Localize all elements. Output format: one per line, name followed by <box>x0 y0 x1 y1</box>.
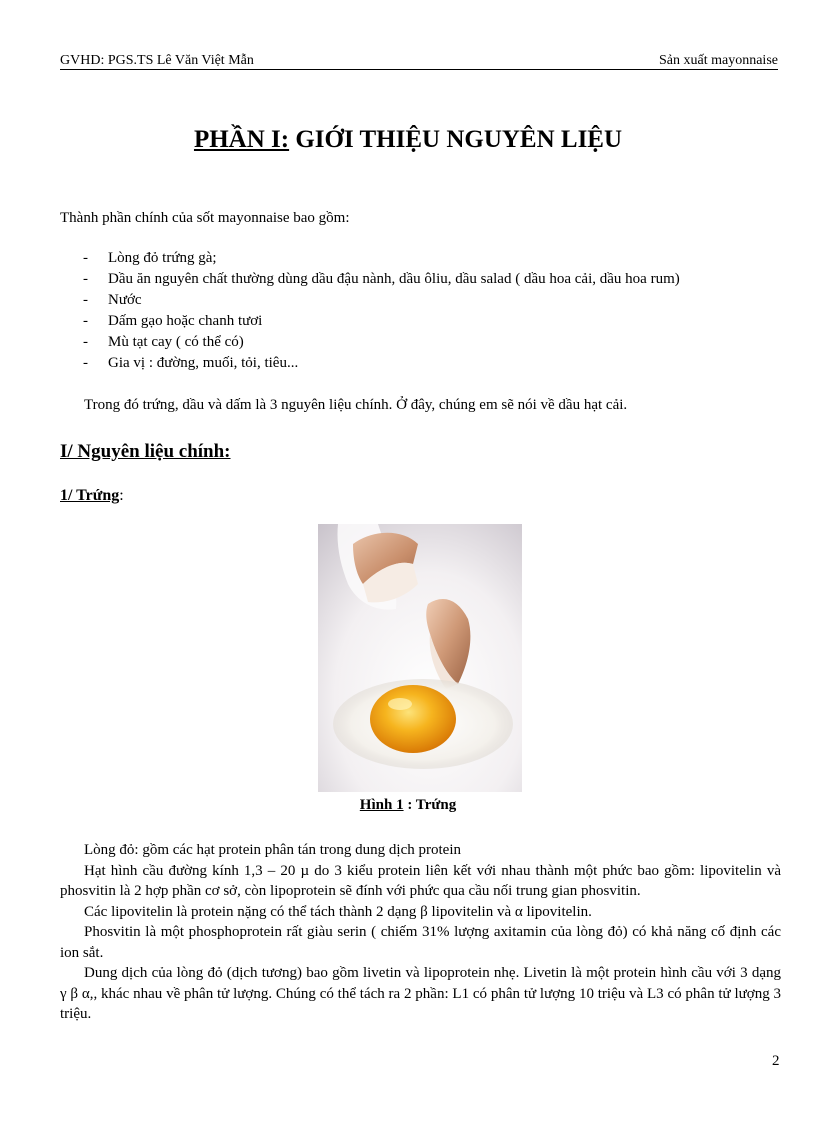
egg-photo <box>318 524 522 792</box>
subsection-suffix: : <box>119 487 124 504</box>
figure-caption <box>0 797 816 814</box>
title-rest: GIỚI THIỆU NGUYÊN LIỆU <box>289 126 623 153</box>
header-left: GVHD: PGS.TS Lê Văn Việt Mẫn <box>60 53 254 68</box>
list-item-text: Nước <box>108 292 142 308</box>
bullet-dash: - <box>83 292 88 308</box>
list-item-text: Dầu ăn nguyên chất thường dùng dầu đậu nành, dầu ôliu, dầu salad ( dầu hoa cải, dầu hoa rum) <box>108 271 680 287</box>
subsection-label: 1/ Trứng <box>60 487 120 504</box>
list-item-text: Gia vị : đường, muối, tỏi, tiêu... <box>108 355 299 371</box>
body-paragraph: Hạt hình cầu đường kính 1,3 – 20 µ do 3 kiểu protein liên kết với nhau thành một phức bao gồm: lipovitelin và phosvitin là 2 hợp phần cơ sở, còn lipoprotein sẽ đính với phức qua cầu nối trung gian phosvitin. <box>60 862 781 899</box>
header-right: Sản xuất mayonnaise <box>659 53 778 68</box>
body-paragraph: Phosvitin là một phosphoprotein rất giàu serin ( chiếm 31% lượng axitamin của lòng đỏ) có khả năng cố định các ion sắt. <box>60 924 781 961</box>
body-paragraph: Dung dịch của lòng đỏ (dịch tương) bao gồm livetin và lipoprotein nhẹ. Livetin là một protein hình cầu với 3 dạng γ β α,, khác nhau về phân tử lượng. Chúng có thể tách ra 2 phần: L1 có phân tử lượng 10 triệu và L3 có phân tử lượng 3 triệu. <box>60 965 781 1022</box>
list-item-text: Mù tạt cay ( có thể có) <box>108 334 244 350</box>
figure-label: Hình 1 <box>359 797 404 813</box>
bullet-dash: - <box>83 250 88 266</box>
bullet-dash: - <box>83 355 88 371</box>
list-item <box>60 311 680 332</box>
list-item <box>60 332 680 353</box>
section-heading: I/ Nguyên liệu chính: <box>60 441 231 462</box>
egg-image <box>318 524 522 792</box>
title-part: PHẦN I: <box>193 126 290 153</box>
body-paragraph: Các lipovitelin là protein nặng có thể tách thành 2 dạng β lipovitelin và α lipovitelin. <box>84 903 592 920</box>
list-item <box>60 353 680 374</box>
list-item <box>60 290 680 311</box>
page-header <box>60 53 778 70</box>
paragraph-main-ingredients: Trong đó trứng, dầu và dấm là 3 nguyên liệu chính. Ở đây, chúng em sẽ nói về dầu hạt cải. <box>84 397 628 413</box>
list-item <box>60 248 680 269</box>
bullet-dash: - <box>83 334 88 350</box>
page-number: 2 <box>772 1053 780 1069</box>
list-item-text: Lòng đỏ trứng gà; <box>108 250 217 266</box>
figure-caption-text: : Trứng <box>403 797 457 813</box>
body-text <box>60 840 781 1025</box>
ingredient-list <box>60 248 680 374</box>
subsection-heading <box>60 487 124 505</box>
intro-text: Thành phần chính của sốt mayonnaise bao gồm: <box>60 210 350 226</box>
list-item <box>60 269 680 290</box>
bullet-dash: - <box>83 313 88 329</box>
page-title <box>0 126 816 154</box>
bullet-dash: - <box>83 271 88 287</box>
list-item-text: Dấm gạo hoặc chanh tươi <box>108 313 263 329</box>
body-paragraph: Lòng đỏ: gồm các hạt protein phân tán trong dung dịch protein <box>84 842 461 858</box>
